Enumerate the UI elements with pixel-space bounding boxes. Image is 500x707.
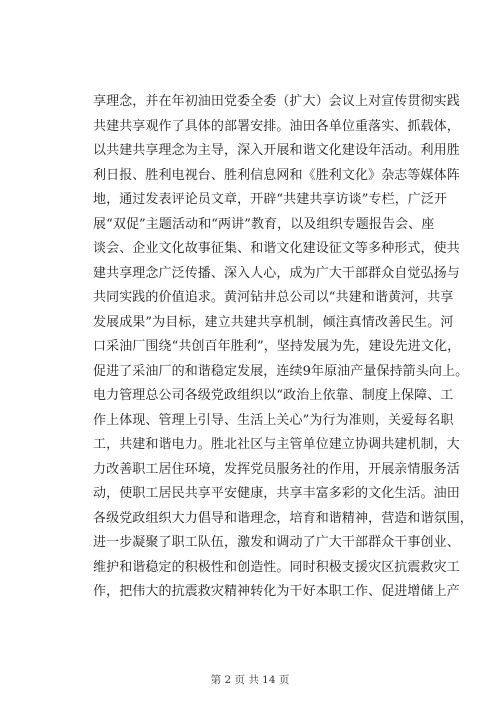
- text-line: 以共建共享理念为主导，深入开展和谐文化建设年活动。利用胜: [93, 143, 460, 158]
- page-footer: 第 2 页 共 14 页: [210, 674, 290, 686]
- text-line: 共建共享观作了具体的部署安排。油田各单位重落实、抓载体，: [93, 118, 460, 134]
- text-line: 动，使职工居民共享平安健康，共享丰富多彩的文化生活。油田: [93, 486, 460, 501]
- text-line: 力改善职工居住环境，发挥党员服务社的作用，开展亲情服务活: [93, 461, 460, 477]
- text-line: 作上体现、管理上引导、生活上关心”为行为准则，关爱每名职: [93, 412, 454, 428]
- text-line: 建共享理念广泛传播、深入人心，成为广大干部群众自觉弘扬与: [93, 265, 460, 281]
- text-line: 地，通过发表评论员文章，开辟“共建共享访谈”专栏，广泛开: [93, 192, 448, 207]
- text-line: 电力管理总公司各级党政组织以“政治上依靠、制度上保障、工: [93, 388, 454, 403]
- text-line: 享理念，并在年初油田党委全委（扩大）会议上对宣传贯彻实践: [93, 94, 460, 109]
- text-line: 维护和谐稳定的积极性和创造性。同时积极支援灾区抗震救灾工: [93, 559, 460, 575]
- text-line: 发展成果”为目标，建立共建共享机制，倾注真情改善民生。河: [93, 314, 454, 330]
- text-line: 口采油厂围绕“共创百年胜利”，坚持发展为先，建设先进文化，: [93, 339, 461, 354]
- text-line: 作，把伟大的抗震救灾精神转化为干好本职工作、促进增储上产: [93, 584, 460, 599]
- text-line: 共同实践的价值追求。黄河钻井总公司以“共建和谐黄河，共享: [93, 290, 454, 305]
- text-line: 利日报、胜利电视台、胜利信息网和《胜利文化》杂志等媒体阵: [93, 167, 460, 183]
- text-line: 各级党政组织大力倡导和谐理念，培育和谐精神，营造和谐氛围，: [93, 510, 473, 526]
- text-line: 进一步凝聚了职工队伍，激发和调动了广大干部群众干事创业、: [93, 535, 460, 550]
- text-line: 谈会、企业文化故事征集、和谐文化建设征文等多种形式，使共: [93, 241, 460, 256]
- text-line: 展“双促”主题活动和“两讲”教育，以及组织专题报告会、座: [93, 216, 435, 232]
- body-paragraph: [93, 90, 473, 605]
- text-line: 促进了采油厂的和谐稳定发展，连续9年原油产量保持箭头向上。: [93, 363, 469, 379]
- text-line: 工，共建和谐电力。胜北社区与主管单位建立协调共建机制，大: [93, 437, 460, 452]
